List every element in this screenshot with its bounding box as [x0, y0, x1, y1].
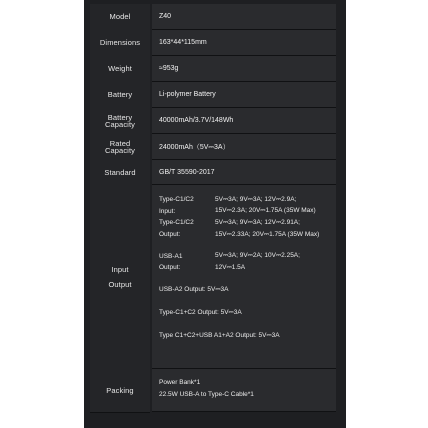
spec-label-model: Model	[90, 4, 150, 31]
packing-item: Power Bank*1	[159, 378, 201, 386]
spec-row-battery	[84, 82, 346, 108]
spec-label-battery: Battery	[90, 82, 150, 109]
packing-item: 22.5W USB-A to Type-C Cable*1	[159, 390, 254, 398]
spec-row-packing	[84, 369, 346, 412]
spec-label-dimensions: Dimensions	[90, 30, 150, 57]
combined-output: Type C1+C2+USB A1+A2 Output: 5V⎓3A	[159, 331, 280, 339]
type-c1-c2-output: Type-C1+C2 Output: 5V⎓3A	[159, 308, 242, 316]
spec-table	[84, 0, 346, 428]
spec-value-battery-capacity: 40000mAh/3.7V/148Wh	[152, 108, 336, 134]
spec-label-packing: Packing	[90, 369, 150, 413]
io-line: Output: 12V⎓1.5A	[159, 263, 246, 272]
spec-value-standard: GB/T 35590-2017	[152, 160, 336, 185]
spec-value-weight: ≈953g	[152, 56, 336, 82]
spec-row-weight	[84, 56, 346, 82]
spec-row-input-output	[84, 185, 346, 369]
spec-row-standard	[84, 160, 346, 185]
spec-value-battery: Li-polymer Battery	[152, 82, 336, 108]
spec-label-input-output: Input Output	[90, 185, 150, 370]
spec-label-weight: Weight	[90, 56, 150, 83]
spec-row-dimensions	[84, 30, 346, 56]
io-line: Type-C1/C2 5V⎓3A; 9V⎓3A; 12V⎓2.9A;	[159, 195, 297, 204]
usb-a2-output: USB-A2 Output: 5V⎓3A	[159, 285, 229, 293]
spec-label-standard: Standard	[90, 160, 150, 186]
io-line: Output: 15V⎓2.33A; 20V⎓1.75A (35W Max)	[159, 230, 320, 239]
spec-value-model: Z40	[152, 4, 336, 30]
spec-value-packing	[152, 369, 336, 412]
spec-row-battery-capacity	[84, 108, 346, 134]
spec-label-rated-capacity: Rated Capacity	[90, 134, 150, 161]
spec-row-rated-capacity	[84, 134, 346, 160]
spec-value-dimensions: 163*44*115mm	[152, 30, 336, 56]
spec-value-rated-capacity: 24000mAh（5V⎓3A）	[152, 134, 336, 160]
spec-label-battery-capacity: Battery Capacity	[90, 108, 150, 135]
spec-value-input-output	[152, 185, 336, 369]
io-line: USB-A1 5V⎓3A; 9V⎓2A; 10V⎓2.25A;	[159, 252, 300, 260]
io-line: Input: 15V⎓2.3A; 20V⎓1.75A (35W Max)	[159, 207, 316, 215]
spec-row-model	[84, 4, 346, 30]
io-line: Type-C1/C2 5V⎓3A; 9V⎓3A; 12V⎓2.91A;	[159, 218, 300, 227]
